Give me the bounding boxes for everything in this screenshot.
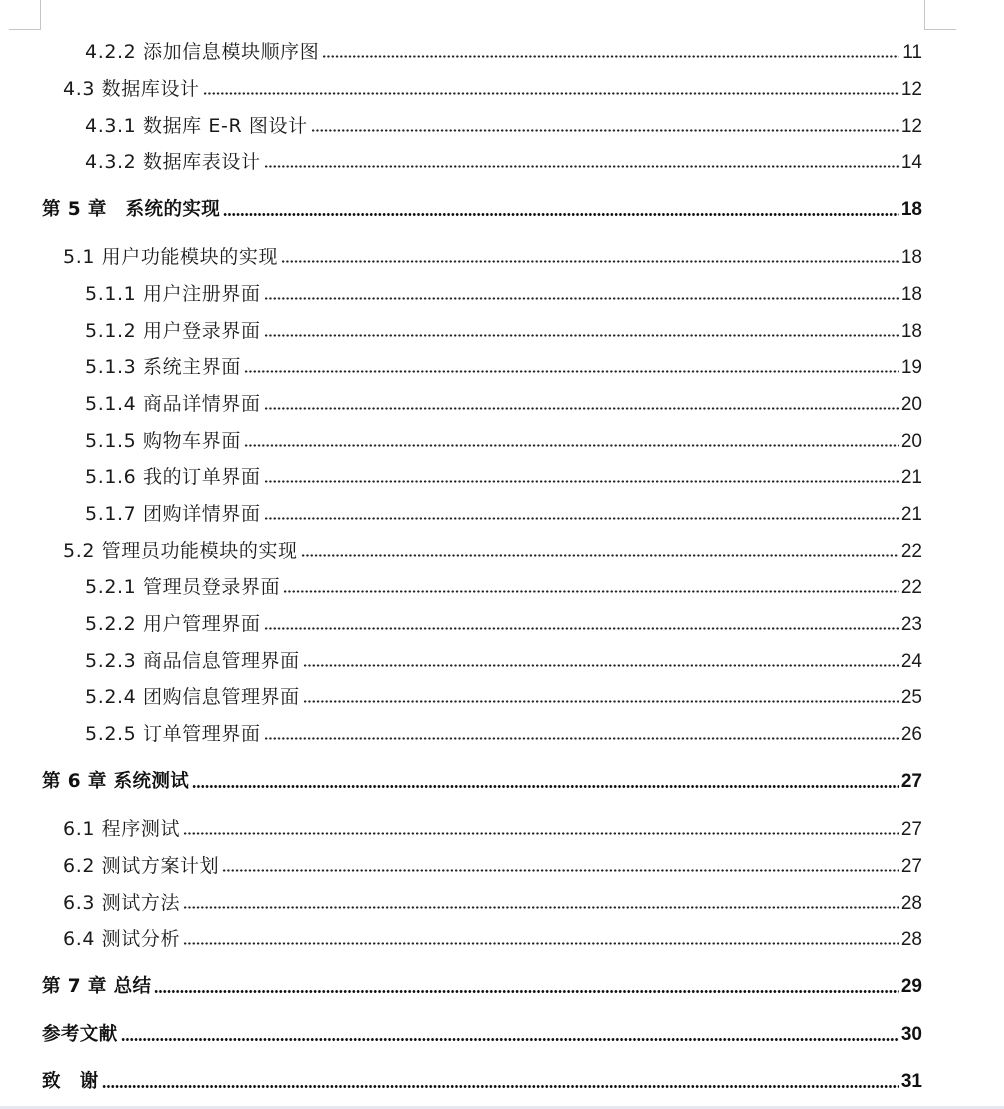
toc-entry[interactable] — [85, 427, 922, 455]
toc-entry-page-number: 18 — [900, 247, 922, 268]
toc-entry[interactable] — [63, 75, 922, 103]
toc-entry[interactable] — [85, 610, 922, 638]
dot-leader — [283, 590, 899, 593]
toc-entry-page-number: 27 — [900, 856, 922, 877]
dot-leader — [264, 407, 899, 410]
dot-leader — [121, 1038, 899, 1041]
dot-leader — [301, 554, 899, 557]
dot-leader — [264, 297, 899, 300]
dot-leader — [264, 480, 899, 483]
toc-entry[interactable] — [85, 38, 922, 66]
toc-entry-label: 5.1.1 用户注册界面 — [85, 283, 261, 305]
toc-entry-label: 5.2.5 订单管理界面 — [85, 723, 261, 745]
dot-leader — [322, 55, 899, 58]
toc-entry-page-number: 22 — [900, 541, 922, 562]
toc-entry-page-number: 29 — [900, 976, 922, 997]
toc-entry-page-number: 19 — [900, 357, 922, 378]
toc-entry-label: 参考文献 — [42, 1024, 118, 1045]
toc-entry-label: 4.3 数据库设计 — [63, 78, 200, 100]
toc-entry[interactable] — [85, 280, 922, 308]
toc-entry-page-number: 21 — [900, 504, 922, 525]
toc-entry[interactable] — [85, 112, 922, 140]
dot-leader — [183, 942, 899, 945]
toc-entry-page-number: 27 — [900, 819, 922, 840]
toc-entry-label: 5.1.3 系统主界面 — [85, 356, 241, 378]
toc-entry-label: 6.1 程序测试 — [63, 818, 181, 840]
toc-entry-page-number: 21 — [900, 467, 922, 488]
toc-entry-label: 5.1.7 团购详情界面 — [85, 503, 261, 525]
toc-entry-label: 4.3.1 数据库 E-R 图设计 — [85, 115, 308, 137]
dot-leader — [222, 869, 899, 872]
dot-leader — [154, 990, 899, 993]
dot-leader — [203, 92, 899, 95]
toc-entry-label: 4.3.2 数据库表设计 — [85, 151, 261, 173]
toc-entry-label: 5.2 管理员功能模块的实现 — [63, 540, 298, 562]
dot-leader — [183, 832, 899, 835]
toc-entry-label: 5.2.2 用户管理界面 — [85, 613, 261, 635]
toc-chapter-entry[interactable] — [42, 768, 922, 796]
toc-entry-label: 6.3 测试方法 — [63, 892, 181, 914]
toc-entry[interactable] — [63, 537, 922, 565]
dot-leader — [264, 334, 899, 337]
toc-chapter-entry[interactable] — [42, 1021, 922, 1049]
toc-entry[interactable] — [63, 925, 922, 953]
toc-entry[interactable] — [63, 852, 922, 880]
toc-entry[interactable] — [85, 148, 922, 176]
toc-entry[interactable] — [85, 390, 922, 418]
toc-entry-page-number: 25 — [900, 687, 922, 708]
toc-entry[interactable] — [85, 317, 922, 345]
toc-entry-page-number: 18 — [900, 199, 922, 220]
toc-entry[interactable] — [85, 353, 922, 381]
toc-entry-page-number: 12 — [900, 79, 922, 100]
toc-entry-label: 5.1 用户功能模块的实现 — [63, 246, 279, 268]
dot-leader — [281, 260, 899, 263]
toc-chapter-entry[interactable] — [42, 1068, 922, 1096]
toc-entry[interactable] — [63, 243, 922, 271]
toc-entry-page-number: 20 — [900, 394, 922, 415]
toc-entry-label: 5.2.1 管理员登录界面 — [85, 576, 281, 598]
toc-entry-page-number: 28 — [900, 929, 922, 950]
dot-leader — [264, 737, 899, 740]
dot-leader — [311, 129, 899, 132]
page-corner-mark-top-right — [924, 0, 956, 30]
toc-entry-page-number: 24 — [900, 651, 922, 672]
toc-entry-label: 5.1.5 购物车界面 — [85, 430, 241, 452]
toc-chapter-entry[interactable] — [42, 973, 922, 1001]
toc-entry-label: 5.1.6 我的订单界面 — [85, 466, 261, 488]
dot-leader — [264, 165, 899, 168]
toc-entry-page-number: 28 — [900, 893, 922, 914]
toc-entry-page-number: 18 — [900, 321, 922, 342]
dot-leader — [303, 700, 899, 703]
toc-entry[interactable] — [85, 573, 922, 601]
toc-entry[interactable] — [85, 500, 922, 528]
dot-leader — [264, 627, 899, 630]
toc-entry-page-number: 31 — [900, 1071, 922, 1092]
toc-entry-page-number: 22 — [900, 577, 922, 598]
toc-entry-label: 5.1.4 商品详情界面 — [85, 393, 261, 415]
dot-leader — [223, 213, 899, 216]
dot-leader — [264, 517, 899, 520]
toc-entry-page-number: 12 — [900, 116, 922, 137]
toc-entry[interactable] — [85, 463, 922, 491]
toc-entry-label: 4.2.2 添加信息模块顺序图 — [85, 41, 320, 63]
toc-entry-page-number: 23 — [900, 614, 922, 635]
toc-entry-page-number: 11 — [902, 42, 922, 63]
toc-entry[interactable] — [85, 720, 922, 748]
toc-entry[interactable] — [63, 889, 922, 917]
toc-entry-page-number: 26 — [900, 724, 922, 745]
toc-entry-page-number: 18 — [900, 284, 922, 305]
toc-entry-label: 5.2.4 团购信息管理界面 — [85, 686, 300, 708]
toc-entry[interactable] — [85, 683, 922, 711]
toc-entry-label: 第 7 章 总结 — [42, 976, 152, 997]
toc-entry-label: 6.2 测试方案计划 — [63, 855, 220, 877]
page-corner-mark-top-left — [9, 0, 41, 30]
toc-entry[interactable] — [85, 647, 922, 675]
toc-entry-label: 5.2.3 商品信息管理界面 — [85, 650, 300, 672]
dot-leader — [183, 906, 899, 909]
toc-entry-label: 5.1.2 用户登录界面 — [85, 320, 261, 342]
dot-leader — [244, 444, 899, 447]
toc-entry-page-number: 14 — [900, 152, 922, 173]
dot-leader — [192, 785, 899, 788]
toc-entry-page-number: 27 — [900, 771, 922, 792]
toc-chapter-entry[interactable] — [42, 196, 922, 224]
dot-leader — [303, 664, 899, 667]
toc-entry-label: 第 6 章 系统测试 — [42, 771, 190, 792]
toc-entry[interactable] — [63, 815, 922, 843]
dot-leader — [244, 370, 899, 373]
toc-entry-label: 6.4 测试分析 — [63, 928, 181, 950]
toc-entry-page-number: 20 — [900, 431, 922, 452]
dot-leader — [102, 1085, 899, 1088]
toc-entry-label: 第 5 章 系统的实现 — [42, 199, 221, 220]
toc-entry-page-number: 30 — [900, 1024, 922, 1045]
toc-entry-label: 致 谢 — [42, 1071, 99, 1092]
